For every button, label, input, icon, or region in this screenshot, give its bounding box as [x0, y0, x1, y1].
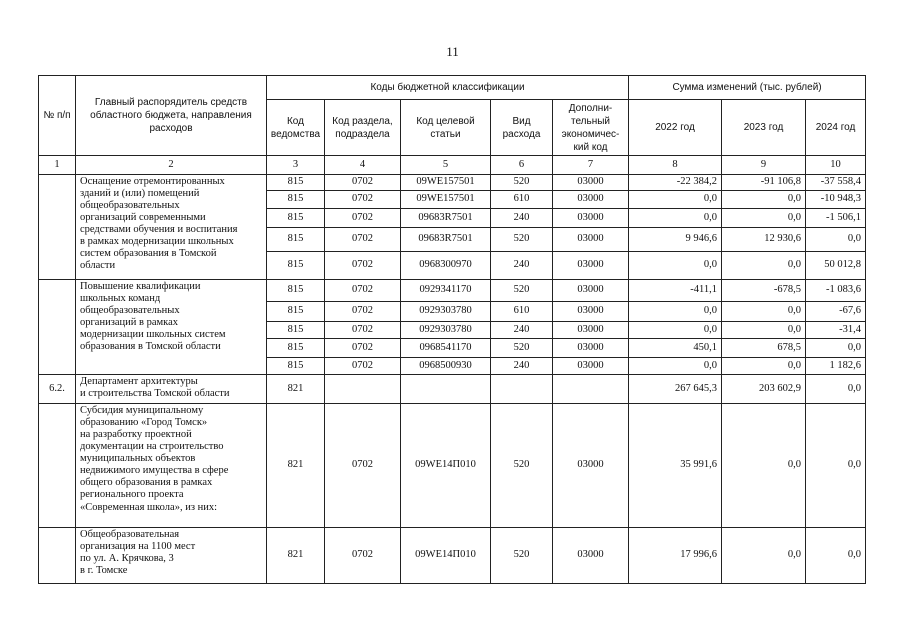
- code-dop: 03000: [553, 209, 629, 228]
- sum-2024: -1 083,6: [806, 280, 866, 302]
- code-ved: 821: [267, 404, 325, 528]
- column-number: 7: [553, 156, 629, 175]
- sum-2023: 0,0: [722, 528, 806, 584]
- budget-table: [38, 75, 866, 584]
- code-razd: 0702: [325, 209, 401, 228]
- header-sum: Сумма изменений (тыс. рублей): [629, 76, 866, 100]
- description-line: на разработку проектной: [80, 429, 192, 441]
- code-cs: 09683R7501: [401, 228, 491, 252]
- description-line: и строительства Томской области: [80, 388, 230, 400]
- code-dop: 03000: [553, 339, 629, 358]
- row-description: [76, 280, 267, 375]
- code-vid: 520: [491, 404, 553, 528]
- row-num: [39, 280, 76, 375]
- sum-2022: 35 991,6: [629, 404, 722, 528]
- column-numbers-row: [39, 156, 866, 175]
- code-razd: 0702: [325, 404, 401, 528]
- code-ved: 815: [267, 339, 325, 358]
- sum-2023: 0,0: [722, 322, 806, 339]
- code-cs: 0968541170: [401, 339, 491, 358]
- header-2024: 2024 год: [806, 100, 866, 156]
- code-vid: 520: [491, 175, 553, 191]
- sum-2022: 267 645,3: [629, 375, 722, 404]
- sum-2023: 0,0: [722, 404, 806, 528]
- description-line: систем образования в Томской: [80, 248, 217, 260]
- code-ved: 815: [267, 228, 325, 252]
- sum-2023: -91 106,8: [722, 175, 806, 191]
- code-ved: 815: [267, 322, 325, 339]
- code-razd: [325, 375, 401, 404]
- code-vid: 520: [491, 228, 553, 252]
- row-num: [39, 175, 76, 280]
- code-vid: [491, 375, 553, 404]
- code-cs: 0929341170: [401, 280, 491, 302]
- sum-2022: 0,0: [629, 252, 722, 280]
- column-number: 8: [629, 156, 722, 175]
- code-razd: 0702: [325, 339, 401, 358]
- code-dop: 03000: [553, 302, 629, 322]
- code-razd: 0702: [325, 175, 401, 191]
- header-2023: 2023 год: [722, 100, 806, 156]
- row-description: [76, 175, 267, 280]
- sum-2024: -67,6: [806, 302, 866, 322]
- sum-2024: 0,0: [806, 228, 866, 252]
- header-ved: Код ведомства: [267, 100, 325, 156]
- table-row: [39, 280, 866, 302]
- sum-2023: 0,0: [722, 252, 806, 280]
- header-codes: Коды бюджетной классификации: [267, 76, 629, 100]
- sum-2024: -1 506,1: [806, 209, 866, 228]
- description-line: общего образования в рамках: [80, 477, 213, 489]
- sum-2023: 0,0: [722, 358, 806, 375]
- description-line: в рамках модернизации школьных: [80, 236, 234, 248]
- code-dop: 03000: [553, 228, 629, 252]
- sum-2024: -31,4: [806, 322, 866, 339]
- row-description: [76, 375, 267, 404]
- description-line: школьных команд: [80, 293, 161, 305]
- description-line: средствами обучения и воспитания: [80, 224, 238, 236]
- description-line: образованию «Город Томск»: [80, 417, 208, 429]
- column-number: 6: [491, 156, 553, 175]
- sum-2022: -411,1: [629, 280, 722, 302]
- code-dop: 03000: [553, 280, 629, 302]
- description-line: общеобразовательных: [80, 200, 180, 212]
- code-ved: 815: [267, 302, 325, 322]
- column-number: 1: [39, 156, 76, 175]
- sum-2024: 0,0: [806, 375, 866, 404]
- sum-2022: 17 996,6: [629, 528, 722, 584]
- description-line: общеобразовательных: [80, 305, 180, 317]
- description-line: «Современная школа», из них:: [80, 501, 217, 513]
- code-ved: 815: [267, 191, 325, 209]
- sum-2024: 0,0: [806, 528, 866, 584]
- row-num: [39, 404, 76, 528]
- table-row: [39, 528, 866, 584]
- code-vid: 240: [491, 322, 553, 339]
- row-num: 6.2.: [39, 375, 76, 404]
- code-razd: 0702: [325, 252, 401, 280]
- sum-2024: 50 012,8: [806, 252, 866, 280]
- code-razd: 0702: [325, 280, 401, 302]
- code-vid: 610: [491, 302, 553, 322]
- code-razd: 0702: [325, 191, 401, 209]
- sum-2023: 678,5: [722, 339, 806, 358]
- description-line: организация на 1100 мест: [80, 541, 196, 553]
- row-description: [76, 404, 267, 528]
- description-line: регионального проекта: [80, 489, 184, 501]
- code-dop: 03000: [553, 358, 629, 375]
- description-line: модернизации школьных систем: [80, 329, 226, 341]
- code-cs: 0968300970: [401, 252, 491, 280]
- description-line: зданий и (или) помещений: [80, 188, 200, 200]
- header-2022: 2022 год: [629, 100, 722, 156]
- table-row: [39, 375, 866, 404]
- sum-2023: 203 602,9: [722, 375, 806, 404]
- description-line: организаций современными: [80, 212, 206, 224]
- column-number: 3: [267, 156, 325, 175]
- sum-2022: 0,0: [629, 358, 722, 375]
- code-cs: 09WE14П010: [401, 404, 491, 528]
- code-cs: 09WE14П010: [401, 528, 491, 584]
- column-number: 4: [325, 156, 401, 175]
- code-vid: 520: [491, 528, 553, 584]
- table-row: [39, 404, 866, 528]
- code-vid: 240: [491, 252, 553, 280]
- description-line: недвижимого имущества в сфере: [80, 465, 229, 477]
- sum-2024: 0,0: [806, 404, 866, 528]
- header-dop: Дополни-тельный экономичес-кий код: [553, 100, 629, 156]
- code-razd: 0702: [325, 302, 401, 322]
- code-cs: 09WE157501: [401, 175, 491, 191]
- sum-2022: 0,0: [629, 209, 722, 228]
- code-razd: 0702: [325, 322, 401, 339]
- code-razd: 0702: [325, 358, 401, 375]
- code-dop: 03000: [553, 528, 629, 584]
- description-line: Повышение квалификации: [80, 281, 201, 292]
- sum-2024: -10 948,3: [806, 191, 866, 209]
- sum-2022: 450,1: [629, 339, 722, 358]
- description-line: Департамент архитектуры: [80, 376, 198, 387]
- page-number: 11: [446, 44, 459, 59]
- sum-2022: 0,0: [629, 191, 722, 209]
- code-ved: 815: [267, 358, 325, 375]
- sum-2022: -22 384,2: [629, 175, 722, 191]
- sum-2022: 0,0: [629, 322, 722, 339]
- code-vid: 520: [491, 280, 553, 302]
- code-dop: [553, 375, 629, 404]
- description-line: образования в Томской области: [80, 341, 221, 353]
- code-cs: 09683R7501: [401, 209, 491, 228]
- table-row: [39, 175, 866, 191]
- sum-2023: -678,5: [722, 280, 806, 302]
- sum-2023: 0,0: [722, 302, 806, 322]
- column-number: 10: [806, 156, 866, 175]
- code-ved: 821: [267, 528, 325, 584]
- sum-2024: -37 558,4: [806, 175, 866, 191]
- code-vid: 240: [491, 209, 553, 228]
- sum-2023: 0,0: [722, 209, 806, 228]
- code-dop: 03000: [553, 252, 629, 280]
- code-razd: 0702: [325, 528, 401, 584]
- sum-2022: 0,0: [629, 302, 722, 322]
- code-dop: 03000: [553, 191, 629, 209]
- sum-2023: 0,0: [722, 191, 806, 209]
- code-ved: 815: [267, 280, 325, 302]
- sum-2022: 9 946,6: [629, 228, 722, 252]
- code-ved: 815: [267, 175, 325, 191]
- sum-2023: 12 930,6: [722, 228, 806, 252]
- column-number: 2: [76, 156, 267, 175]
- description-line: Общеобразовательная: [80, 529, 180, 540]
- code-dop: 03000: [553, 175, 629, 191]
- header-razd: Код раздела, подраздела: [325, 100, 401, 156]
- description-line: области: [80, 260, 116, 272]
- code-ved: 821: [267, 375, 325, 404]
- row-num: [39, 528, 76, 584]
- code-cs: 0968500930: [401, 358, 491, 375]
- code-ved: 815: [267, 209, 325, 228]
- description-line: организаций в рамках: [80, 317, 178, 329]
- column-number: 5: [401, 156, 491, 175]
- code-vid: 610: [491, 191, 553, 209]
- sum-2024: 1 182,6: [806, 358, 866, 375]
- code-razd: 0702: [325, 228, 401, 252]
- code-dop: 03000: [553, 322, 629, 339]
- description-line: по ул. А. Крячкова, 3: [80, 553, 174, 565]
- code-cs: [401, 375, 491, 404]
- code-cs: 0929303780: [401, 322, 491, 339]
- code-vid: 240: [491, 358, 553, 375]
- code-cs: 09WE157501: [401, 191, 491, 209]
- code-cs: 0929303780: [401, 302, 491, 322]
- code-ved: 815: [267, 252, 325, 280]
- description-line: муниципальных объектов: [80, 453, 196, 465]
- description-line: в г. Томске: [80, 565, 128, 577]
- description-line: Оснащение отремонтированных: [80, 176, 225, 187]
- row-description: [76, 528, 267, 584]
- header-num: № п/п: [39, 76, 76, 156]
- description-line: Субсидия муниципальному: [80, 405, 204, 416]
- code-vid: 520: [491, 339, 553, 358]
- description-line: документации на строительство: [80, 441, 224, 453]
- header-vid: Вид расхода: [491, 100, 553, 156]
- sum-2024: 0,0: [806, 339, 866, 358]
- header-main: Главный распорядитель средств областного бюджета, направления расходов: [76, 76, 267, 156]
- header-cs: Код целевой статьи: [401, 100, 491, 156]
- column-number: 9: [722, 156, 806, 175]
- code-dop: 03000: [553, 404, 629, 528]
